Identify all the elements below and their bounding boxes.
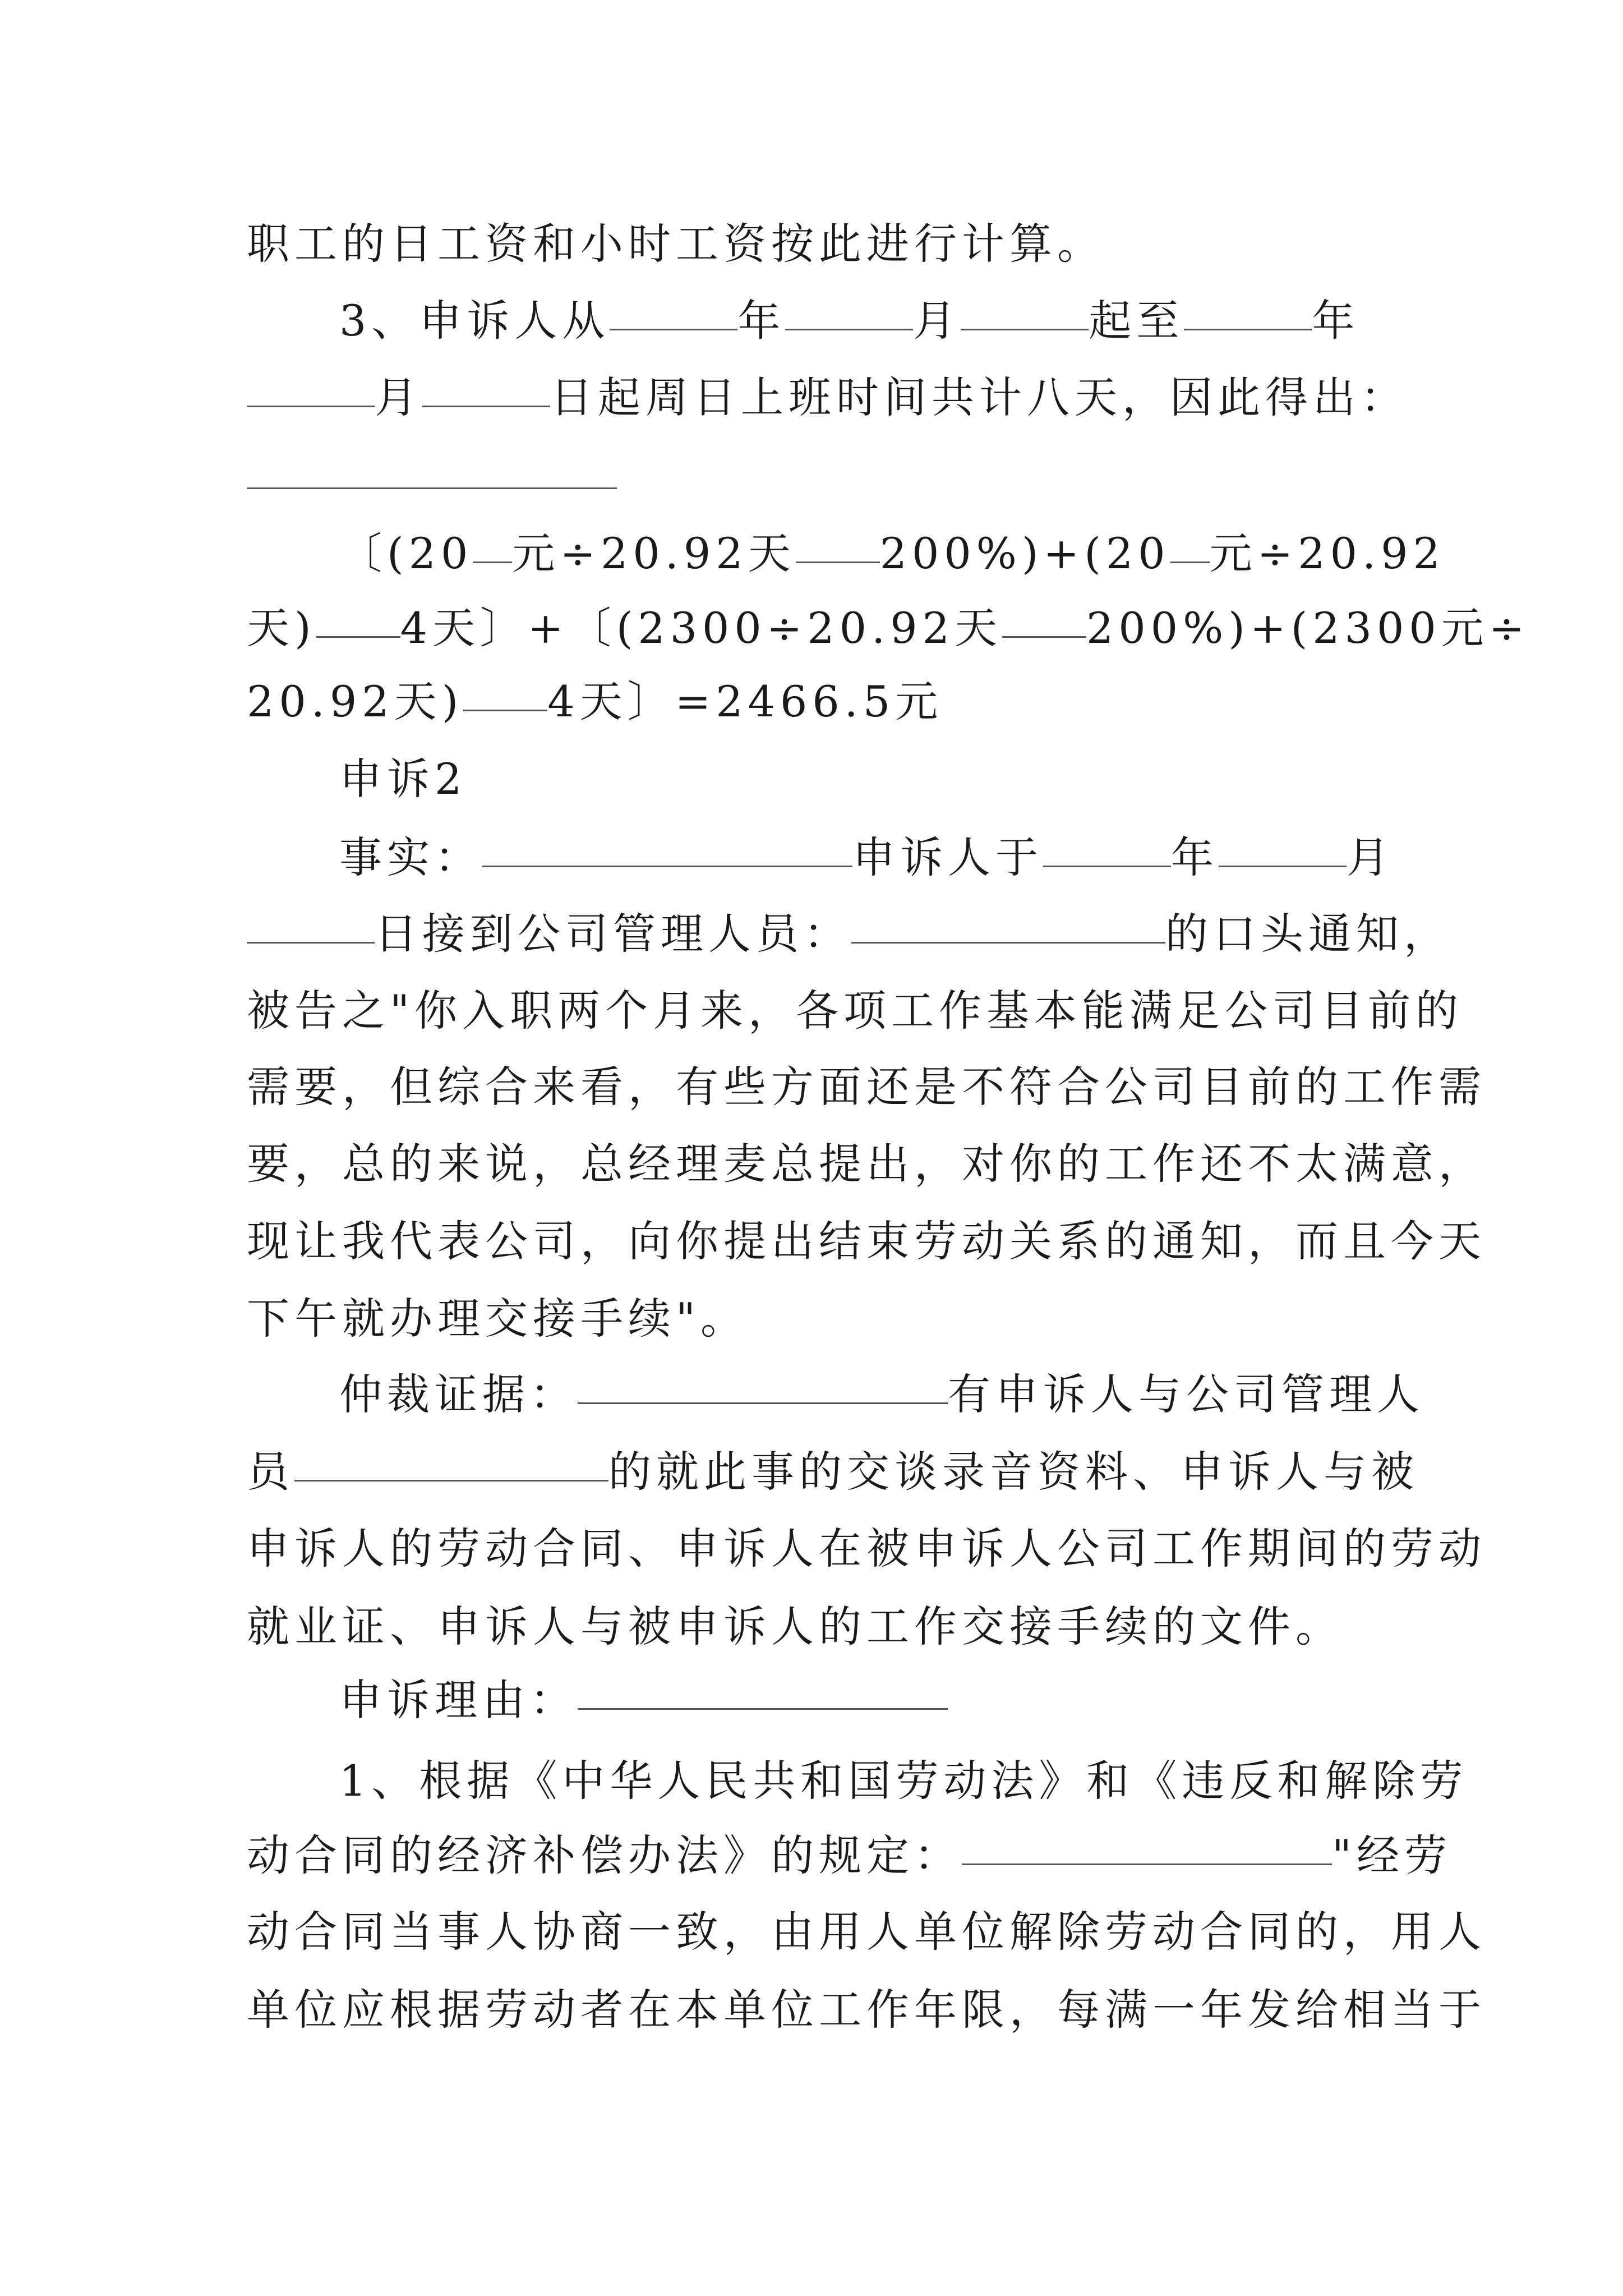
text-segment: 年 [1312, 296, 1360, 346]
paragraph-3-line-1 [339, 284, 1359, 357]
fill-blank [422, 406, 550, 407]
fill-blank [962, 1864, 1332, 1865]
fill-blank [796, 562, 880, 563]
text-segment: 年 [1171, 832, 1219, 882]
fill-blank [473, 562, 512, 563]
text-segment: 动合同的经济补偿办法》的规定： [247, 1830, 962, 1880]
fill-blank [247, 942, 375, 944]
text-segment: 仲裁证据： [339, 1369, 578, 1419]
fill-blank [578, 1708, 948, 1710]
text-segment: 的口头通知， [1165, 909, 1451, 959]
evidence-line-1 [339, 1358, 1424, 1431]
fill-blank [1219, 866, 1347, 867]
text-segment: 月 [1347, 832, 1394, 882]
text-segment: 有申诉人与公司管理人 [948, 1369, 1424, 1419]
text-segment: 事实： [339, 832, 482, 882]
paragraph-3-line-2 [247, 361, 1408, 434]
text-segment: 元÷20.92天 [512, 528, 796, 578]
text-segment: 4天〕+〔(2300÷20.92天 [400, 603, 1003, 653]
facts-line-4 [247, 1051, 1486, 1124]
text-segment: 的就此事的交谈录音资料、申诉人与被 [608, 1447, 1419, 1497]
text-segment: 下午就办理交接手续"。 [247, 1294, 748, 1343]
fill-blank [247, 406, 375, 407]
text-segment: 申诉人于 [852, 832, 1043, 882]
paragraph-intro [247, 208, 1105, 280]
paragraph-3-line-3 [247, 443, 617, 516]
text-segment: 需要，但综合来看，有些方面还是不符合公司目前的工作需 [247, 1062, 1486, 1112]
text-segment: 1、根据《中华人民共和国劳动法》和《违反和解除劳 [339, 1756, 1468, 1806]
fill-blank [247, 487, 617, 489]
paragraph-text: 职工的日工资和小时工资按此进行计算。 [247, 219, 1105, 269]
fill-blank [851, 942, 1165, 944]
text-segment: 20.92天) [247, 677, 464, 726]
facts-line-7 [247, 1282, 748, 1355]
item-1-line-3 [247, 1895, 1486, 1968]
fill-blank [785, 329, 913, 330]
item-1-line-2 [247, 1819, 1452, 1892]
appeal-2-heading [339, 743, 467, 816]
facts-line-6 [247, 1205, 1486, 1278]
text-segment: 200%)+(2300元÷ [1086, 603, 1530, 653]
facts-line-3 [247, 974, 1463, 1047]
evidence-line-4 [247, 1590, 1343, 1663]
fill-blank [294, 1480, 608, 1481]
text-segment: 4天〕=2466.5元 [547, 677, 943, 726]
reason-line-1 [339, 1664, 948, 1737]
text-segment: 现让我代表公司，向你提出结束劳动关系的通知，而且今天 [247, 1216, 1486, 1266]
text-segment: 要，总的来说，总经理麦总提出，对你的工作还不太满意， [247, 1139, 1486, 1189]
text-segment: 天) [247, 603, 316, 653]
text-segment: 申诉人的劳动合同、申诉人在被申诉人公司工作期间的劳动 [247, 1524, 1486, 1573]
item-1-line-1 [339, 1745, 1468, 1818]
text-segment: 年 [737, 296, 786, 346]
formula-line-2 [247, 592, 1529, 665]
fill-blank [1002, 636, 1086, 638]
text-segment: 被告之"你入职两个月来，各项工作基本能满足公司目前的 [247, 986, 1463, 1036]
text-segment: 单位应根据劳动者在本单位工作年限，每满一年发给相当于 [247, 1985, 1486, 2035]
fill-blank [1184, 329, 1312, 330]
text-segment: 日接到公司管理人员： [375, 909, 851, 959]
evidence-line-2 [247, 1435, 1419, 1508]
text-segment: 起至 [1089, 296, 1184, 346]
text-segment: 日起周日上班时间共计八天，因此得出： [550, 372, 1408, 422]
fill-blank [610, 329, 737, 330]
text-segment: 动合同当事人协商一致，由用人单位解除劳动合同的，用人 [247, 1907, 1486, 1957]
text-segment: 200%)+(20 [879, 528, 1170, 578]
text-segment: 3、申诉人从 [339, 296, 610, 346]
heading-text: 申诉2 [339, 754, 467, 804]
text-segment: 月 [375, 372, 422, 422]
text-segment: 申诉理由： [339, 1675, 578, 1725]
facts-line-5 [247, 1128, 1486, 1200]
fill-blank [316, 636, 400, 638]
text-segment: "经劳 [1332, 1830, 1452, 1880]
text-segment: 就业证、申诉人与被申诉人的工作交接手续的文件。 [247, 1602, 1343, 1651]
fill-blank [1170, 562, 1210, 563]
formula-line-3 [247, 665, 943, 738]
facts-line-1 [339, 821, 1394, 894]
evidence-line-3 [247, 1512, 1486, 1585]
fill-blank [578, 1402, 948, 1404]
text-segment: 月 [913, 296, 961, 346]
fill-blank [463, 710, 547, 711]
text-segment: 员 [247, 1447, 294, 1497]
fill-blank [482, 866, 852, 867]
text-segment: 〔(20 [339, 528, 473, 578]
fill-blank [961, 329, 1089, 330]
text-segment: 元÷20.92 [1209, 528, 1445, 578]
item-1-line-4 [247, 1973, 1486, 2046]
formula-line-1 [339, 517, 1445, 590]
facts-line-2 [247, 898, 1451, 970]
fill-blank [1043, 866, 1171, 867]
